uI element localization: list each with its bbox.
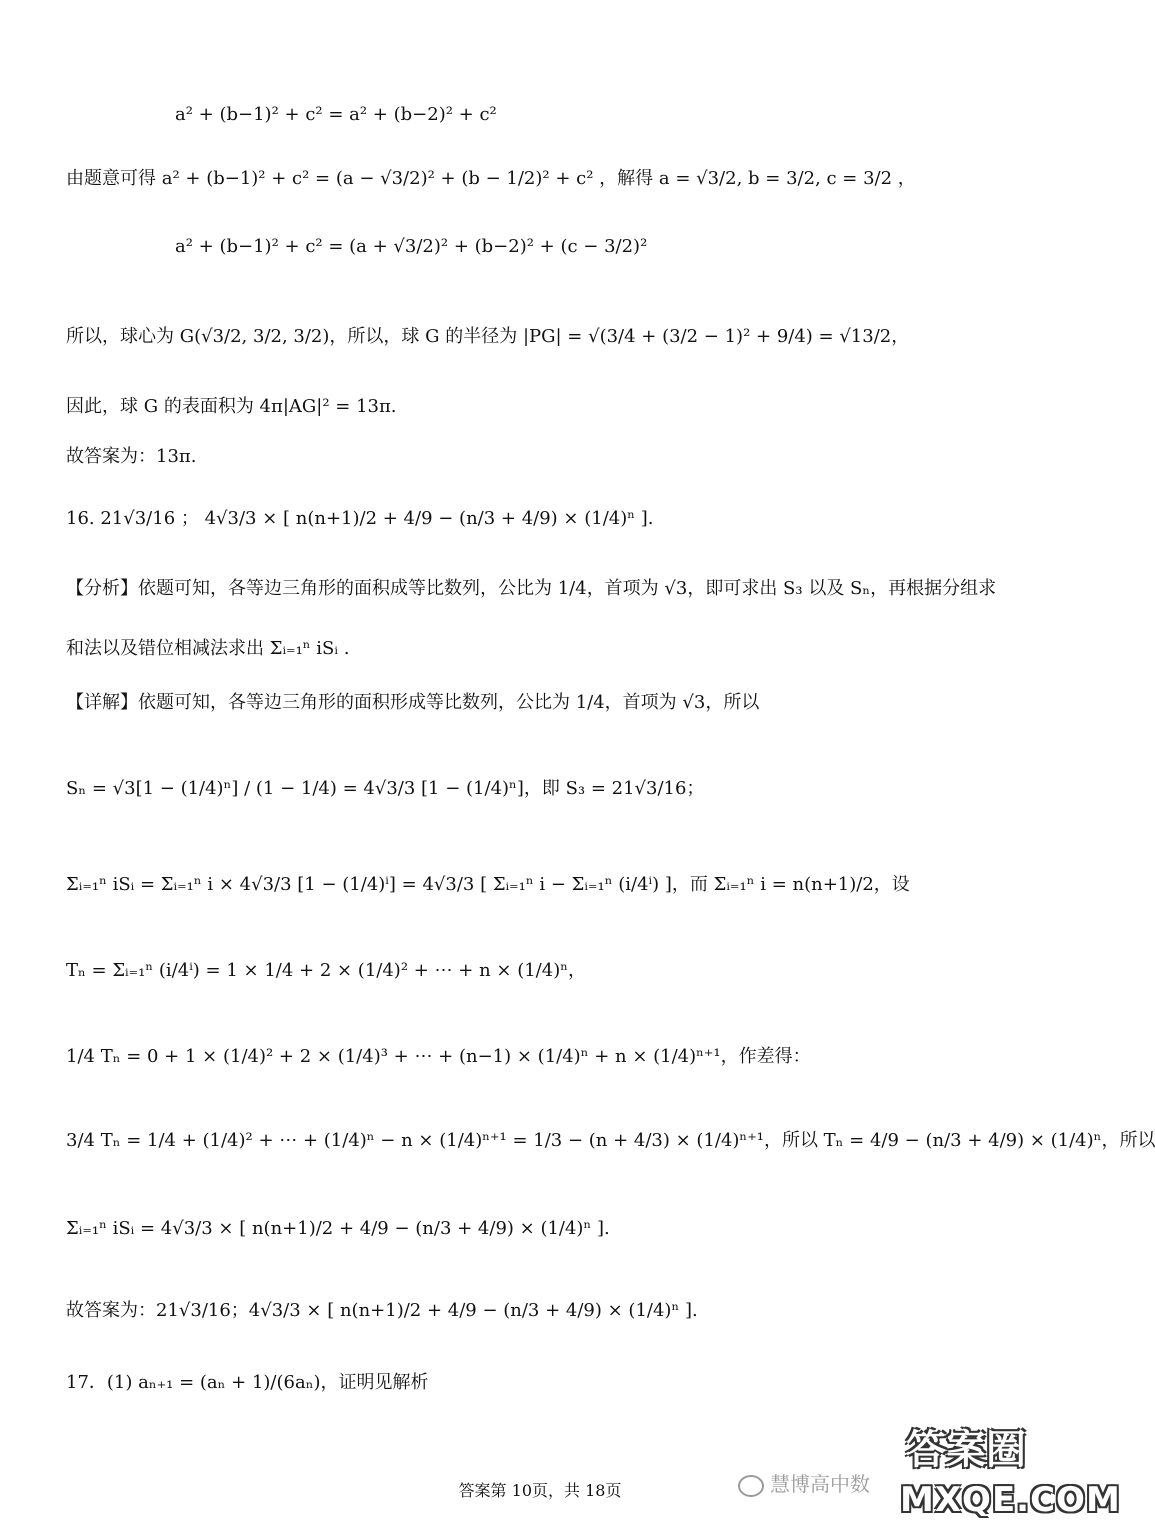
text-line: a² + (b−1)² + c² = a² + (b−2)² + c² <box>175 104 497 125</box>
text-line: 由题意可得 a² + (b−1)² + c² = (a − √3/2)² + (b − 1/2)² + c² ，解得 a = √3/2, b = 3/2, c = 3/2 ， <box>66 168 916 189</box>
wechat-icon <box>738 1475 764 1497</box>
text-line: Σᵢ₌₁ⁿ iSᵢ = Σᵢ₌₁ⁿ i × 4√3/3 [1 − (1/4)ⁱ] = 4√3/3 [ Σᵢ₌₁ⁿ i − Σᵢ₌₁ⁿ (i/4ⁱ) ]，而 Σᵢ₌₁ⁿ i = n(n+1)/2，设 <box>66 874 910 895</box>
text-line: 故答案为：21√3/16；4√3/3 × [ n(n+1)/2 + 4/9 − (n/3 + 4/9) × (1/4)ⁿ ]. <box>66 1300 698 1321</box>
text-line: 17．(1) aₙ₊₁ = (aₙ + 1)/(6aₙ)，证明见解析 <box>66 1372 429 1393</box>
text-line: 故答案为：13π. <box>66 446 197 467</box>
page-footer: 答案第 10页，共 18页 <box>458 1481 622 1500</box>
logo-top-text: 答案圈 <box>906 1427 1026 1473</box>
text-line: Tₙ = Σᵢ₌₁ⁿ (i/4ⁱ) = 1 × 1/4 + 2 × (1/4)² + ⋯ + n × (1/4)ⁿ， <box>66 960 587 981</box>
logo-bottom-text: MXQE.COM <box>900 1480 1121 1520</box>
text-line: Sₙ = √3[1 − (1/4)ⁿ] / (1 − 1/4) = 4√3/3 [1 − (1/4)ⁿ]，即 S₃ = 21√3/16； <box>66 778 705 799</box>
text-line: 16. 21√3/16 ； 4√3/3 × [ n(n+1)/2 + 4/9 − (n/3 + 4/9) × (1/4)ⁿ ]. <box>66 508 654 529</box>
text-line: 1/4 Tₙ = 0 + 1 × (1/4)² + 2 × (1/4)³ + ⋯ + (n−1) × (1/4)ⁿ + n × (1/4)ⁿ⁺¹，作差得： <box>66 1046 811 1067</box>
wechat-watermark <box>738 1468 870 1497</box>
text-line: 【分析】依题可知，各等边三角形的面积成等比数列，公比为 1/4，首项为 √3，即可求出 S₃ 以及 Sₙ，再根据分组求 <box>66 578 997 599</box>
text-line: 因此，球 G 的表面积为 4π|AG|² = 13π. <box>66 396 397 417</box>
text-line: 和法以及错位相减法求出 Σᵢ₌₁ⁿ iSᵢ . <box>66 638 350 659</box>
text-line: 所以，球心为 G(√3/2, 3/2, 3/2)，所以，球 G 的半径为 |PG| = √(3/4 + (3/2 − 1)² + 9/4) = √13/2， <box>66 326 910 347</box>
site-logo-watermark <box>898 1418 1121 1524</box>
text-line: 3/4 Tₙ = 1/4 + (1/4)² + ⋯ + (1/4)ⁿ − n × (1/4)ⁿ⁺¹ = 1/3 − (n + 4/3) × (1/4)ⁿ⁺¹，所以 Tₙ = 4/9 − (n/3 + 4/9) × (1/4)ⁿ，所以 <box>66 1130 1155 1151</box>
wechat-watermark-text: 慧博高中数 <box>770 1472 870 1496</box>
text-line: a² + (b−1)² + c² = (a + √3/2)² + (b−2)² + (c − 3/2)² <box>175 236 648 257</box>
text-line: Σᵢ₌₁ⁿ iSᵢ = 4√3/3 × [ n(n+1)/2 + 4/9 − (n/3 + 4/9) × (1/4)ⁿ ]. <box>66 1218 610 1239</box>
text-line: 【详解】依题可知，各等边三角形的面积形成等比数列，公比为 1/4，首项为 √3，所以 <box>66 692 760 713</box>
